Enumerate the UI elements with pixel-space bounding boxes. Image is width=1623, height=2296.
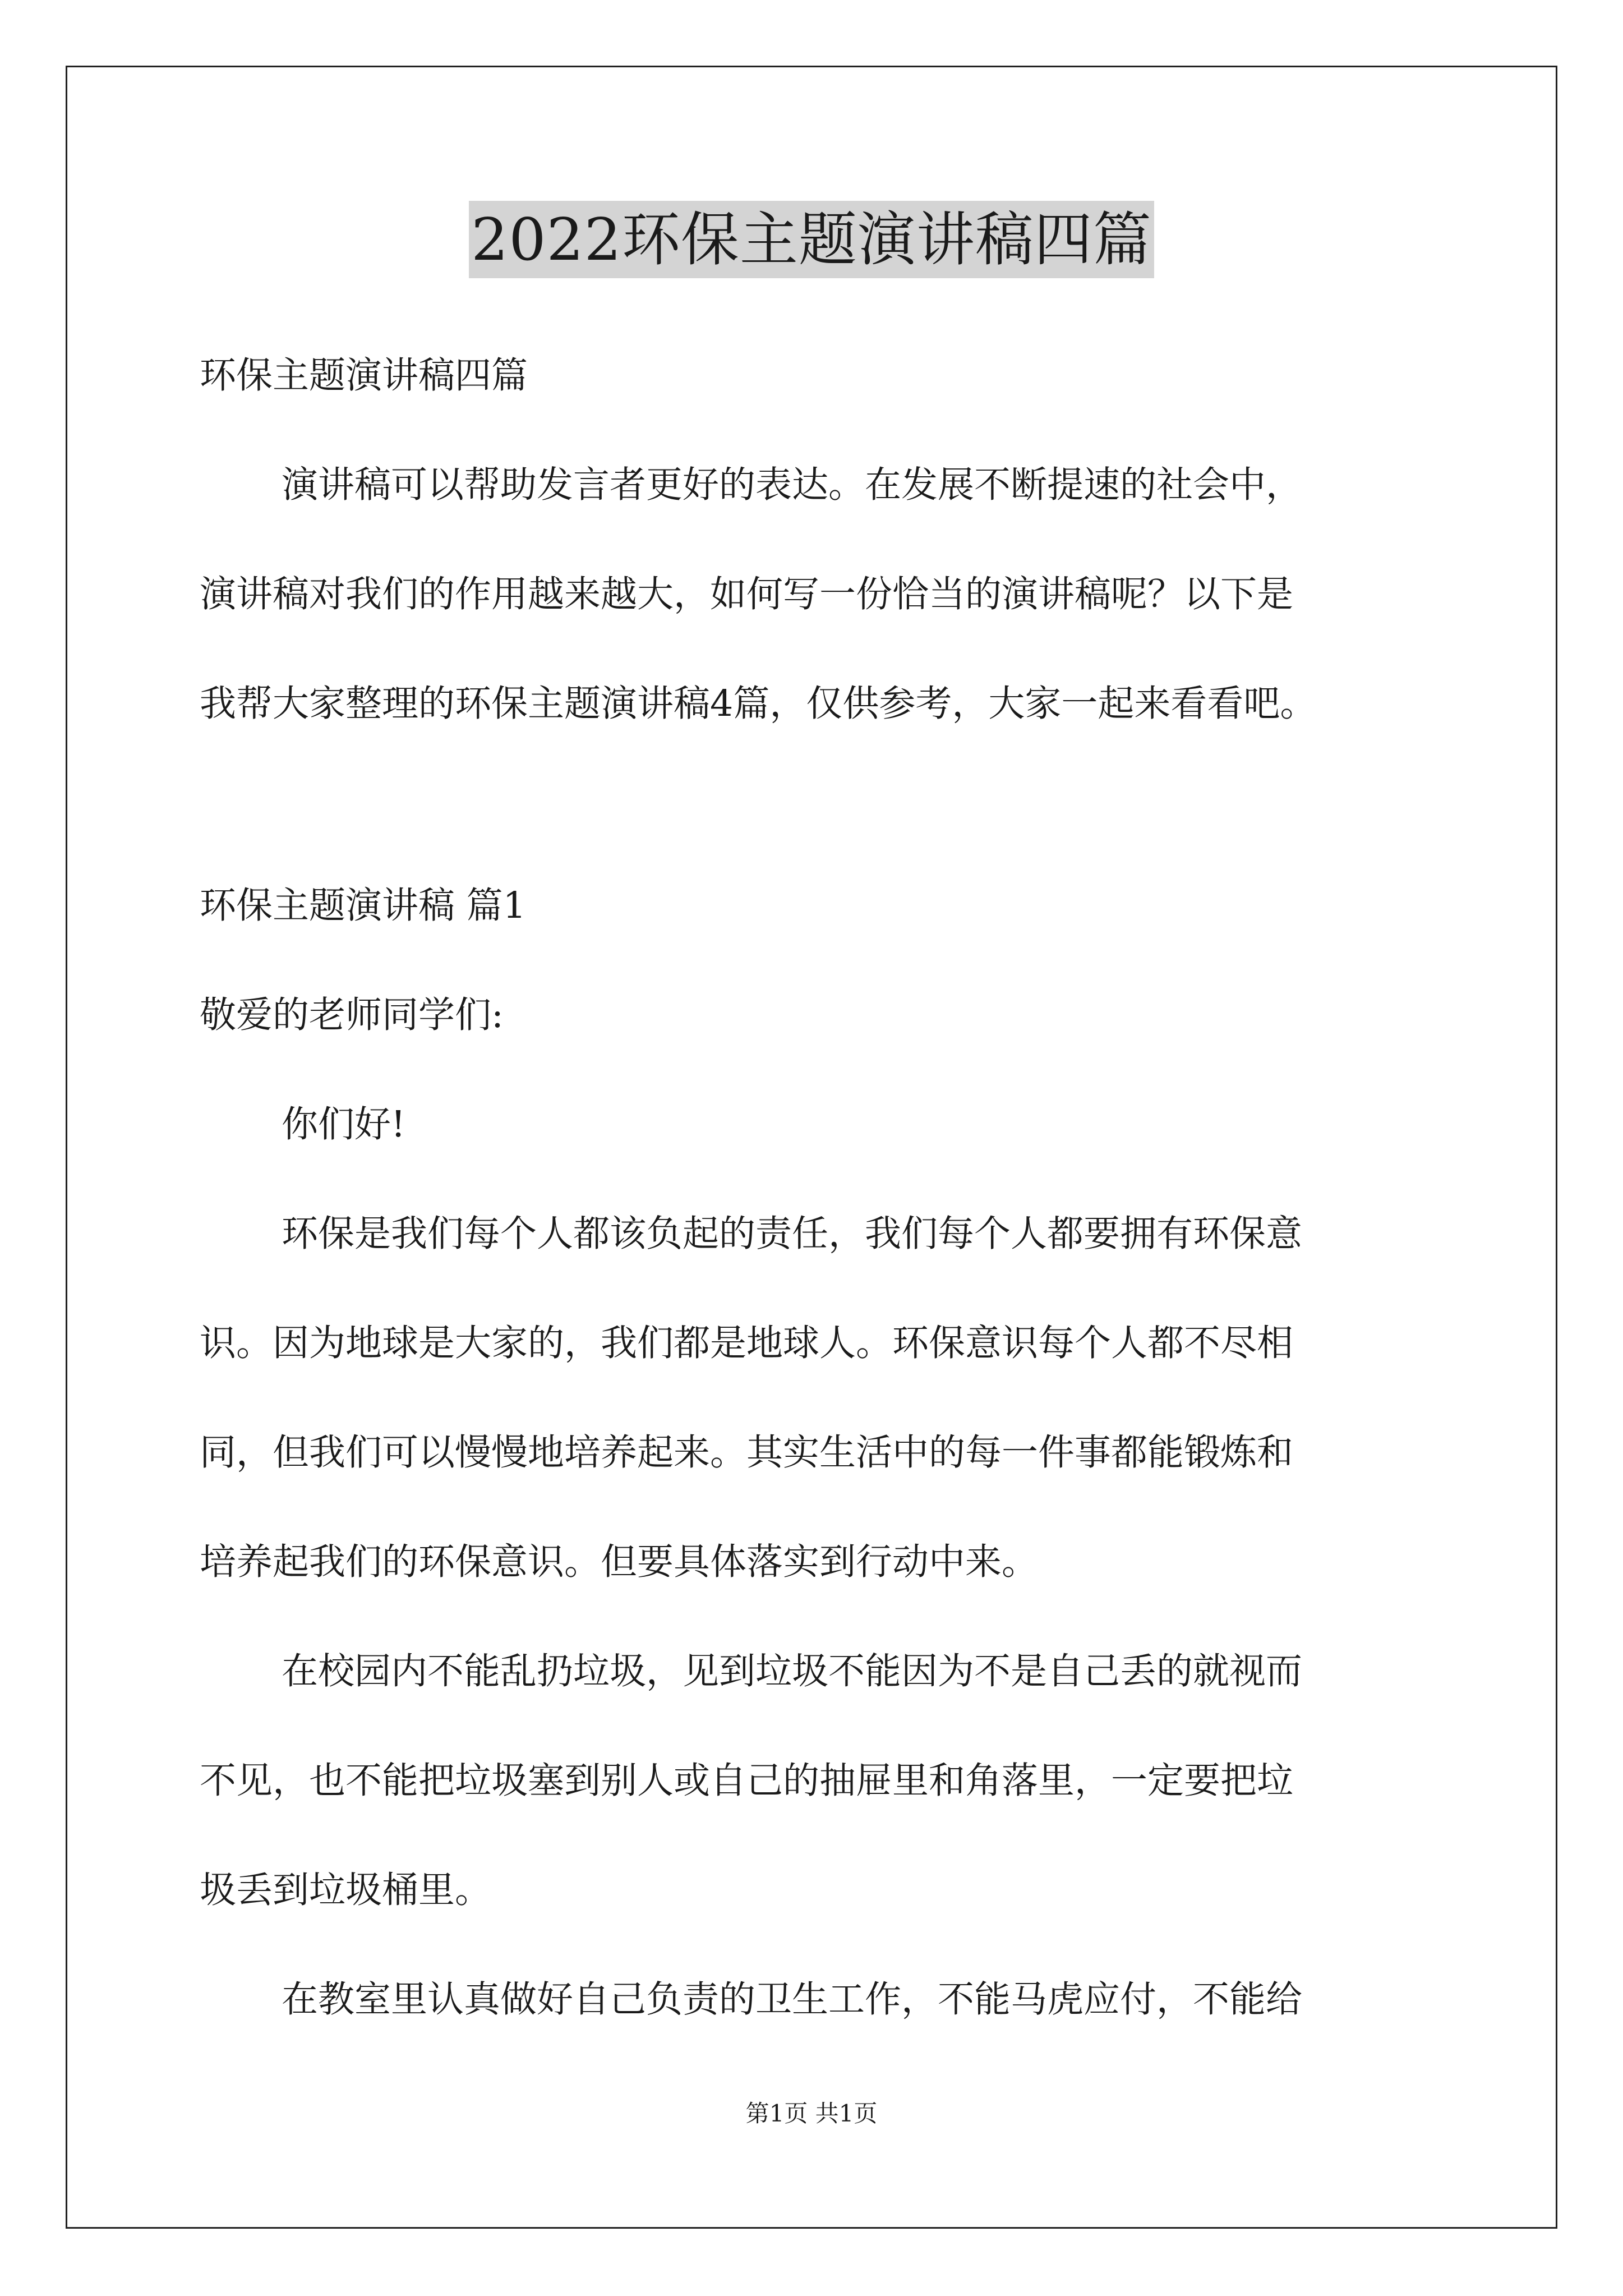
intro-line-2: 演讲稿对我们的作用越来越大，如何写一份恰当的演讲稿呢？以下是: [200, 573, 1294, 615]
paragraph-line: 识。因为地球是大家的，我们都是地球人。环保意识每个人都不尽相: [200, 1322, 1294, 1364]
paragraph-line: 圾丢到垃圾桶里。: [200, 1869, 492, 1911]
intro-line-3: 我帮大家整理的环保主题演讲稿4篇，仅供参考，大家一起来看看吧。: [200, 683, 1317, 725]
subtitle-line: 环保主题演讲稿四篇: [200, 355, 528, 397]
document-title: 2022环保主题演讲稿四篇: [469, 201, 1154, 278]
paragraph-line: 不见，也不能把垃圾塞到别人或自己的抽屉里和角落里，一定要把垃: [200, 1760, 1294, 1802]
intro-line-1: 演讲稿可以帮助发言者更好的表达。在发展不断提速的社会中，: [282, 464, 1303, 506]
salutation: 敬爱的老师同学们:: [200, 994, 504, 1036]
paragraph-line: 在教室里认真做好自己负责的卫生工作，不能马虎应付，不能给: [282, 1978, 1303, 2021]
page-footer: 第1页 共1页: [745, 2100, 878, 2127]
paragraph-line: 同，但我们可以慢慢地培养起来。其实生活中的每一件事都能锻炼和: [200, 1432, 1294, 1474]
paragraph-line: 环保是我们每个人都该负起的责任，我们每个人都要拥有环保意: [282, 1213, 1303, 1255]
paragraph-line: 在校园内不能乱扔垃圾，见到垃圾不能因为不是自己丢的就视而: [282, 1650, 1303, 1692]
greeting: 你们好!: [282, 1103, 406, 1145]
paragraph-line: 培养起我们的环保意识。但要具体落实到行动中来。: [200, 1541, 1039, 1583]
title-container: [0, 201, 1623, 278]
section-heading: 环保主题演讲稿 篇1: [200, 885, 527, 927]
